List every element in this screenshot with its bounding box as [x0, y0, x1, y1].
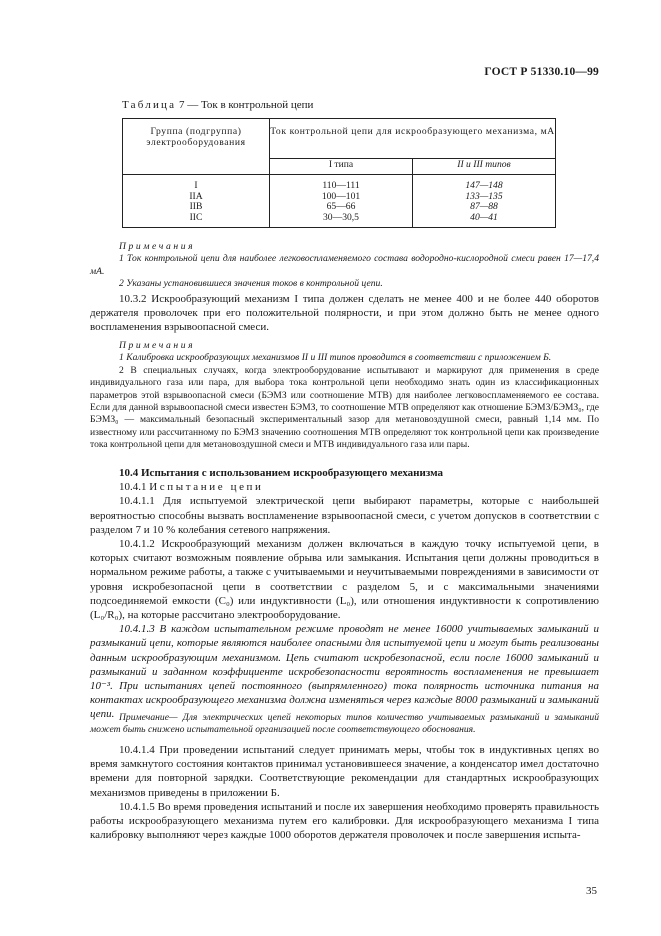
note-item: 2 Указаны установившиеся значения токов в контрольной цепи. — [119, 278, 383, 290]
section-10-4 — [90, 466, 599, 722]
note-item: Примечание— Для электрических цепей некоторых типов количество учитываемых размыканий и замыканий может быть снижено испытательной организацией после соответствующего обоснования. — [90, 712, 599, 736]
notes-title: Примечания — [119, 340, 196, 351]
page-number: 35 — [586, 885, 597, 897]
group-cell: I — [194, 180, 198, 191]
type1-col — [270, 175, 413, 228]
paragraphs-tail — [90, 743, 599, 842]
type23-cell: 147—148 — [465, 180, 503, 191]
subsection-number: 10.4.1 — [119, 481, 147, 494]
group-cell: IIC — [189, 211, 203, 223]
type23-col — [413, 175, 556, 228]
paragraph-10-4-1-3: 10.4.1.3 В каждом испытательном режиме проводят не менее 16000 учитываемых замыканий и размыканий цепи, которые являются наиболее опасными для испытуемой цепи и могут быть реализованы данным искрообразующим механизмом. Цепь считают искробезопасной, если после 16000 замыканий и размыканий и заданном коэффициенте искробезопасности вероятность воспламенения не превышает 10⁻³. При испытаниях цепей постоянного (выпрямленного) тока полярность источника питания на контактах искрообразующего механизма должна изменяться через каждые 8000 размыканий и замыканий цепи. — [90, 623, 599, 721]
note-item: 1 Ток контрольной цепи для наиболее легковоспламеняемого состава водородно-кислородной смеси равен 17—17,4 мА. — [90, 253, 599, 277]
type23-cell: 133—135 — [465, 190, 503, 202]
type1-cell: 65—66 — [326, 201, 356, 213]
type1-cell: 100—101 — [321, 190, 361, 202]
sub-type1-header: I типа — [270, 159, 413, 175]
standard-header: ГОСТ Р 51330.10—99 — [484, 66, 599, 78]
type1-cell: 30—30,5 — [323, 211, 359, 223]
type1-cell: 110—111 — [322, 180, 360, 191]
paragraph-10-3-2 — [90, 292, 599, 335]
group-cell: IIB — [189, 201, 203, 213]
table-caption-prefix: Таблица — [122, 99, 177, 111]
col-current-header: Ток контрольной цепи для искрообразующего механизма, мА — [270, 119, 556, 159]
type23-cell: 40—41 — [470, 211, 498, 223]
notes-block-2 — [90, 340, 599, 452]
subsection-heading — [90, 480, 599, 494]
note-item: 2 В специальных случаях, когда электрооборудование испытывают и маркируют для применения в среде индивидуального газа или пара, для выбора тока контрольной цепи необходимо знать один из классификационных параметров этой взрывоопасной смеси (БЭМЗ или соотношение МТВ) для наиболее легковоспламеняемого ее состава. Если для данной взрывоопасной смеси известен БЭМЗ, то соотношение МТВ определяют как отношение БЭМЗ/БЭМЗ₀, где БЭМЗ₀ — максимальный безопасный экспериментальный зазор для метановоздушной смеси, равный 1,14 мм. По известному или рассчитанному по БЭМЗ значению соотношения МТВ определяют ток контрольной цепи как произведение тока контрольной цепи для метановоздушной смеси и МТВ индивидуального газа или пары. — [90, 364, 599, 451]
notes-block-1 — [90, 241, 599, 291]
group-cell: IIA — [189, 190, 203, 202]
table-caption — [122, 99, 313, 111]
paragraph-10-4-1-1: 10.4.1.1 Для испытуемой электрической цепи выбирают параметры, которые с наибольшей вероятностью способны вызвать воспламенение взрывоопасной смеси, с учетом допусков в соответствии с разделом 7 и 10 % колебания сетевого напряжения. — [90, 495, 599, 536]
table-caption-text: 7 — Ток в контрольной цепи — [176, 99, 314, 111]
type23-cell: 87—88 — [470, 201, 498, 213]
paragraph-10-4-1-2: 10.4.1.2 Искрообразующий механизм должен включаться в каждую точку испытуемой цепи, в которых считают возможным появление обрыва или замыкания. Испытания цепи должны проводиться в нормальном режиме работы, а также с учитываемыми и неучитываемыми повреждениями в зависимости от уровня искробезопасной цепи в соответствии с разделом 5, и с максимальными значениями подсоединяемой емкости (C₀) или индуктивности (L₀), или отношения индуктивности к сопротивлению (L₀/R₀), на которые рассчитано электрооборудование. — [90, 538, 599, 622]
groups-col — [123, 175, 270, 228]
note-item: 1 Калибровка искрообразующих механизмов II и III типов проводится в соответствии с приложением Б. — [119, 352, 552, 364]
paragraph-10-4-1-5: 10.4.1.5 Во время проведения испытаний и после их завершения необходимо проверять правильность работы искрообразующего механизма путем его калибровки. Для искрообразующего механизма I типа калибровку выполняют через каждые 1000 оборотов держателя проволочек и после завершения испыта- — [90, 800, 599, 842]
note-block-3 — [90, 712, 599, 737]
paragraph-10-4-1-4: 10.4.1.4 При проведении испытаний следует принимать меры, чтобы ток в индуктивных цепях во время замкнутого состояния контактов принимал установившееся значение, а конденсатор имел достаточно времени для повторной зарядки. Соответствующие рекомендации для стандартных искрообразующих механизмов приведены в приложении Б. — [90, 744, 599, 799]
section-heading: 10.4 Испытания с использованием искрообразующего механизма — [119, 467, 444, 479]
sub-type23-header: II и III типов — [413, 159, 556, 175]
paragraph-text: 10.3.2 Искрообразующий механизм I типа должен сделать не менее 400 и не более 440 оборотов держателя проволочек при его положительной полярности, и при этом должно быть не менее одного воспламенения взрывоопасной смеси. — [90, 293, 599, 334]
col-group-header: Группа (подгруппа) электрооборудования — [123, 119, 270, 175]
notes-title: Примечания — [119, 241, 196, 252]
subsection-title: Испытание цепи — [149, 481, 264, 494]
current-table — [122, 118, 556, 228]
